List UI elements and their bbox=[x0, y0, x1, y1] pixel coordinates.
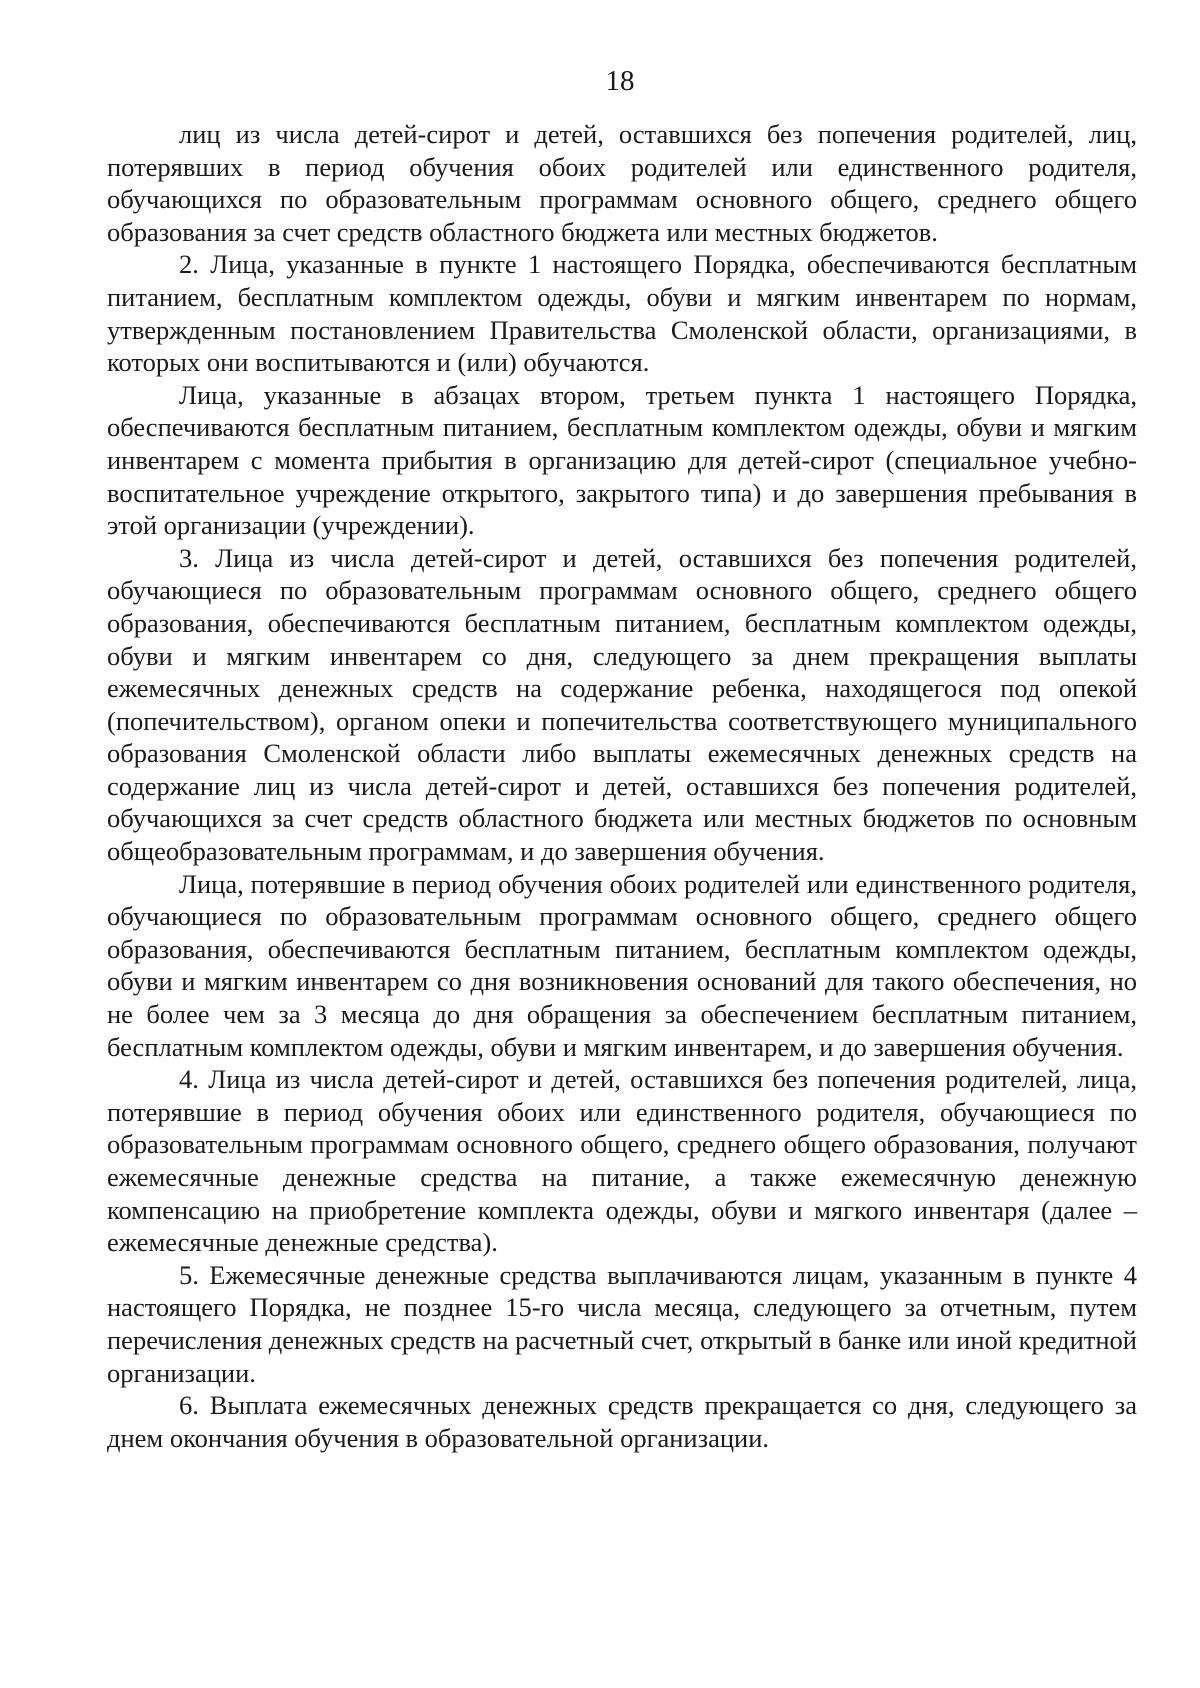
paragraph-item-4: 4. Лица из числа детей-сирот и детей, оставшихся без попечения родителей, лица, потерявшие в период обучения обоих или единственного родителя, обучающиеся по образовательным программам основного общего, среднего общего образования, получают ежемесячные денежные средства на питание, а также ежемесячную денежную компенсацию на приобретение комплекта одежды, обуви и мягкого инвентаря (далее – ежемесячные денежные средства). bbox=[107, 1064, 1137, 1258]
paragraph-item-6: 6. Выплата ежемесячных денежных средств прекращается со дня, следующего за днем окончания обучения в образовательной организации. bbox=[107, 1390, 1137, 1453]
paragraph-item-2-second: Лица, указанные в абзацах втором, третьем пункта 1 настоящего Порядка, обеспечиваются бесплатным питанием, бесплатным комплектом одежды, обуви и мягким инвентарем с момента прибытия в организацию для детей-сирот (специальное учебно-воспитательное учреждение открытого, закрытого типа) и до завершения пребывания в этой организации (учреждении). bbox=[107, 379, 1137, 541]
paragraph-continuation: лиц из числа детей-сирот и детей, оставшихся без попечения родителей, лиц, потерявших в период обучения обоих родителей или единственного родителя, обучающихся по образовательным программам основного общего, среднего общего образования за счет средств областного бюджета или местных бюджетов. bbox=[107, 119, 1137, 247]
document-body bbox=[107, 118, 1137, 1454]
paragraph-item-2: 2. Лица, указанные в пункте 1 настоящего Порядка, обеспечиваются бесплатным питанием, бесплатным комплектом одежды, обуви и мягким инвентарем по нормам, утвержденным постановлением Правительства Смоленской области, организациями, в которых они воспитываются и (или) обучаются. bbox=[107, 249, 1137, 378]
paragraph-item-5: 5. Ежемесячные денежные средства выплачиваются лицам, указанным в пункте 4 настоящего Порядка, не позднее 15-го числа месяца, следующего за отчетным, путем перечисления денежных средств на расчетный счет, открытый в банке или иной кредитной организации. bbox=[107, 1259, 1137, 1388]
page-number: 18 bbox=[605, 65, 635, 97]
paragraph-item-3: 3. Лица из числа детей-сирот и детей, оставшихся без попечения родителей, обучающиеся по образовательным программам основного общего, среднего общего образования, обеспечиваются бесплатным питанием, бесплатным комплектом одежды, обуви и мягким инвентарем со дня, следующего за днем прекращения выплаты ежемесячных денежных средств на содержание ребенка, находящегося под опекой (попечительством), органом опеки и попечительства соответствующего муниципального образования Смоленской области либо выплаты ежемесячных денежных средств на содержание лиц из числа детей-сирот и детей, оставшихся без попечения родителей, обучающихся за счет средств областного бюджета или местных бюджетов по основным общеобразовательным программам, и до завершения обучения. bbox=[107, 542, 1137, 867]
paragraph-item-3-second: Лица, потерявшие в период обучения обоих родителей или единственного родителя, обучающиеся по образовательным программам основного общего, среднего общего образования, обеспечиваются бесплатным питанием, бесплатным комплектом одежды, обуви и мягким инвентарем со дня возникновения оснований для такого обеспечения, но не более чем за 3 месяца до дня обращения за обеспечением бесплатным питанием, бесплатным комплектом одежды, обуви и мягким инвентарем, и до завершения обучения. bbox=[107, 868, 1137, 1062]
